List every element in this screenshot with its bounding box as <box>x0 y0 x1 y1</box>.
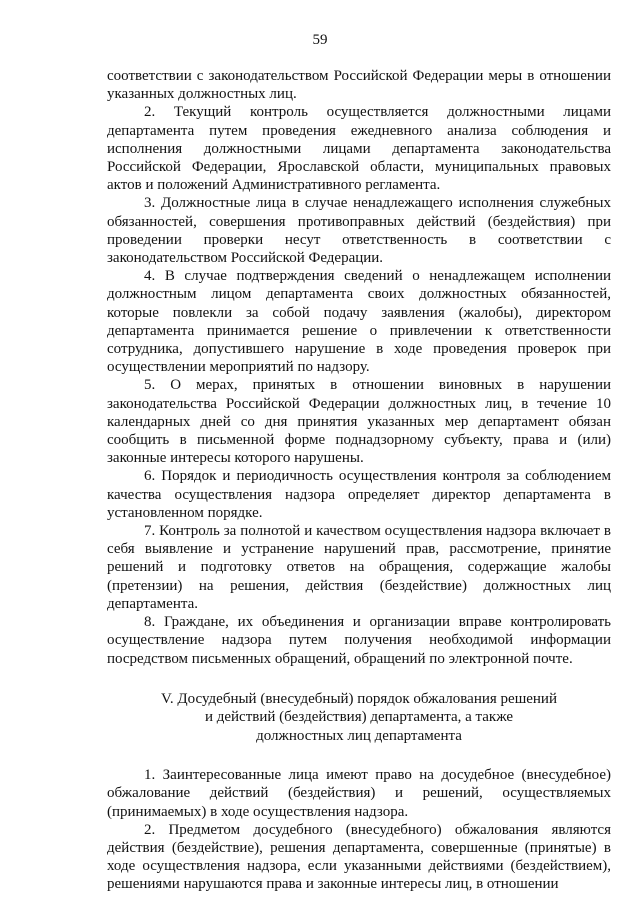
heading-line-2: и действий (бездействия) департамента, а также <box>204 709 514 726</box>
page-number: 59 <box>312 32 328 48</box>
paragraph-item-5: 5. О мерах, принятых в отношении виновных в нарушении законодательства Российской Федерации должностных лиц, в течение 10 календарных дней со дня принятия указанных мер департамент обязан сообщить в письменной форме поднадзорному субъекту, права и (или) законные интересы которого нарушены. <box>107 377 611 467</box>
heading-line-3: должностных лиц департамента <box>256 727 462 744</box>
paragraph-item-7: 7. Контроль за полнотой и качеством осуществления надзора включает в себя выявление и устранение нарушений прав, рассмотрение, принятие решений и подготовку ответов на обращения, содержащие жалобы (претензии) на решения, действия (бездействие) должностных лиц департамента. <box>107 523 611 612</box>
heading-line-1: V. Досудебный (внесудебный) порядок обжалования решений <box>161 690 557 707</box>
document-body <box>107 67 611 894</box>
section-iv-continuation <box>107 67 611 668</box>
section-v-body <box>107 766 611 893</box>
paragraph-continuation: соответствии с законодательством Российской Федерации меры в отношении указанных должностных лиц. <box>107 68 611 103</box>
paragraph-v-item-2: 2. Предметом досудебного (внесудебного) обжалования являются действия (бездействие), решения департамента, совершенные (принятые) в ходе осуществления надзора, если указанными действиями (бездействием), решениями нарушаются права и законные интересы лиц, в отношении <box>107 821 611 893</box>
paragraph-item-6: 6. Порядок и периодичность осуществления контроля за соблюдением качества осуществления надзора определяет директор департамента в установленном порядке. <box>107 468 611 521</box>
paragraph-item-4: 4. В случае подтверждения сведений о ненадлежащем исполнении должностным лицом департамента своих должностных обязанностей, которые повлекли за собой подачу заявления (жалобы), директором департамента принимается решение о привлечении к ответственности сотрудника, допустившего нарушение в ходе проведения проверок при осуществлении мероприятий по надзору. <box>107 268 611 376</box>
section-v-heading <box>107 690 611 746</box>
paragraph-v-item-1: 1. Заинтересованные лица имеют право на досудебное (внесудебное) обжалование действий (бездействия) и решений, осуществляемых (принимаемых) в ходе осуществления надзора. <box>107 767 611 820</box>
paragraph-item-8: 8. Граждане, их объединения и организации вправе контролировать осуществление надзора путем получения необходимой информации посредством письменных обращений, обращений по электронной почте. <box>107 614 611 667</box>
paragraph-item-3: 3. Должностные лица в случае ненадлежащего исполнения служебных обязанностей, совершения противоправных действий (бездействия) при проведении проверки несут ответственность в соответствии с законодательством Российской Федерации. <box>107 195 611 267</box>
paragraph-item-2: 2. Текущий контроль осуществляется должностными лицами департамента путем проведения ежедневного анализа соблюдения и исполнения должностными лицами департамента законодательства Российской Федерации, Ярославской области, муниципальных правовых актов и положений Административного регламента. <box>107 104 611 194</box>
